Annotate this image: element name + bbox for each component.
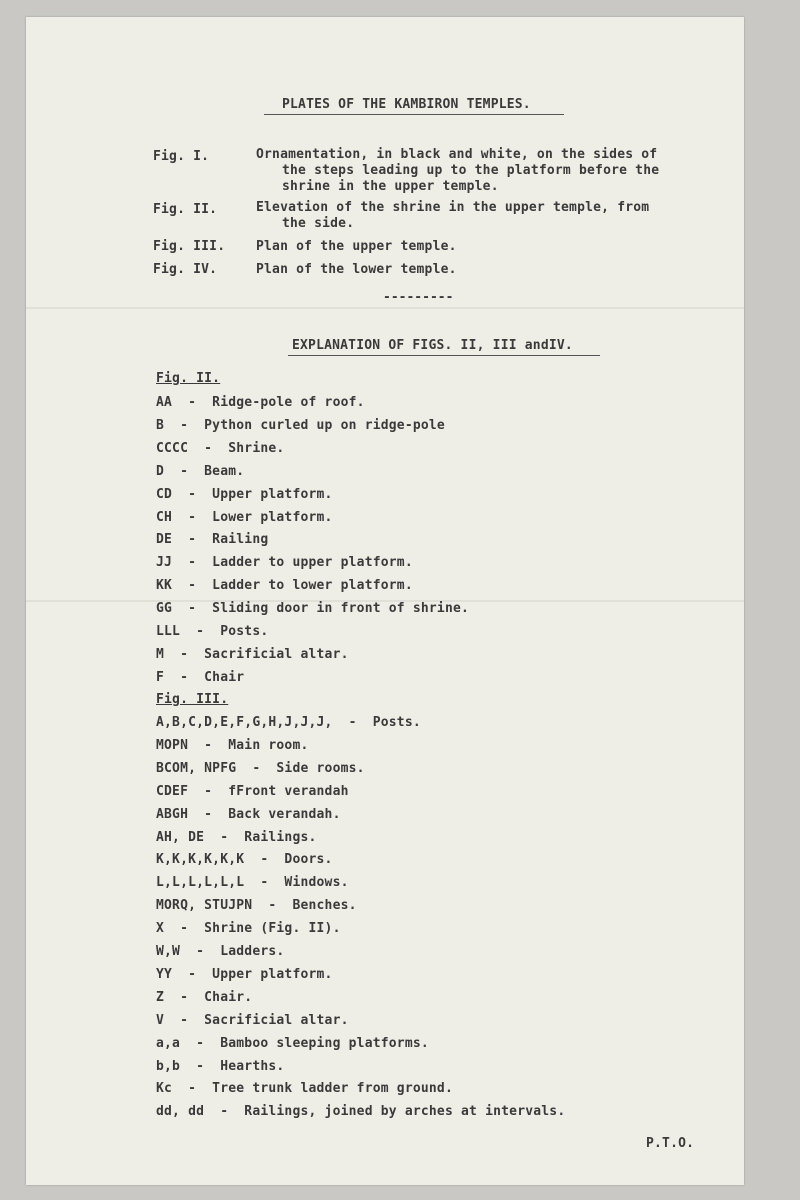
- fold-line: [26, 307, 744, 309]
- plate-fig-label: Fig. I.: [153, 149, 210, 164]
- explanation-underline: [288, 355, 600, 356]
- legend-item: M - Sacrificial altar.: [156, 646, 349, 662]
- legend-item: CCCC - Shrine.: [156, 440, 285, 456]
- plate-desc-line: Plan of the lower temple.: [256, 262, 457, 277]
- fig3-heading: Fig. III.: [156, 692, 229, 707]
- legend-item: MOPN - Main room.: [156, 737, 309, 753]
- legend-item: D - Beam.: [156, 463, 245, 479]
- legend-item: GG - Sliding door in front of shrine.: [156, 601, 470, 617]
- legend-item: A,B,C,D,E,F,G,H,J,J,J, - Posts.: [156, 715, 421, 730]
- plate-desc-line: the side.: [282, 216, 355, 231]
- legend-item: Z - Chair.: [156, 989, 253, 1005]
- legend-item: AH, DE - Railings.: [156, 829, 317, 845]
- legend-item: CD - Upper platform.: [156, 486, 333, 502]
- legend-item: b,b - Hearths.: [156, 1058, 285, 1074]
- legend-item: F - Chair: [156, 669, 245, 685]
- separator: ---------: [383, 290, 454, 305]
- plate-fig-label: Fig. II.: [153, 202, 218, 217]
- legend-item: AA - Ridge-pole of roof.: [156, 395, 365, 410]
- legend-item: CH - Lower platform.: [156, 509, 333, 525]
- legend-item: K,K,K,K,K,K - Doors.: [156, 852, 333, 868]
- pto-note: P.T.O.: [646, 1136, 695, 1151]
- legend-item: B - Python curled up on ridge-pole: [156, 417, 445, 433]
- legend-item: KK - Ladder to lower platform.: [156, 578, 413, 594]
- fig2-heading: Fig. II.: [156, 371, 221, 386]
- legend-item: dd, dd - Railings, joined by arches at intervals.: [156, 1104, 566, 1120]
- page-title: PLATES OF THE KAMBIRON TEMPLES.: [282, 97, 531, 112]
- legend-item: L,L,L,L,L,L - Windows.: [156, 875, 349, 891]
- legend-item: DE - Railing: [156, 532, 269, 548]
- plate-desc-line: Elevation of the shrine in the upper temple, from: [256, 200, 650, 215]
- plate-fig-label: Fig. IV.: [153, 262, 218, 277]
- legend-item: W,W - Ladders.: [156, 944, 285, 959]
- legend-item: ABGH - Back verandah.: [156, 806, 341, 822]
- plate-desc-line: the steps leading up to the platform before the: [282, 163, 660, 178]
- title-underline: [264, 114, 564, 115]
- plate-desc-line: Plan of the upper temple.: [256, 239, 457, 254]
- legend-item: BCOM, NPFG - Side rooms.: [156, 760, 365, 776]
- legend-item: Kc - Tree trunk ladder from ground.: [156, 1081, 453, 1097]
- legend-item: YY - Upper platform.: [156, 966, 333, 982]
- legend-item: V - Sacrificial altar.: [156, 1012, 349, 1028]
- plate-desc-line: Ornamentation, in black and white, on the sides of: [256, 147, 658, 162]
- legend-item: MORQ, STUJPN - Benches.: [156, 898, 357, 914]
- plate-fig-label: Fig. III.: [153, 239, 226, 254]
- legend-item: a,a - Bamboo sleeping platforms.: [156, 1035, 429, 1051]
- legend-item: JJ - Ladder to upper platform.: [156, 555, 413, 571]
- legend-item: X - Shrine (Fig. II).: [156, 921, 341, 937]
- plate-desc-line: shrine in the upper temple.: [282, 179, 499, 194]
- legend-item: LLL - Posts.: [156, 624, 269, 639]
- legend-item: CDEF - fFront verandah: [156, 783, 349, 799]
- document-page: [26, 17, 744, 1185]
- explanation-title: EXPLANATION OF FIGS. II, III andIV.: [292, 338, 573, 353]
